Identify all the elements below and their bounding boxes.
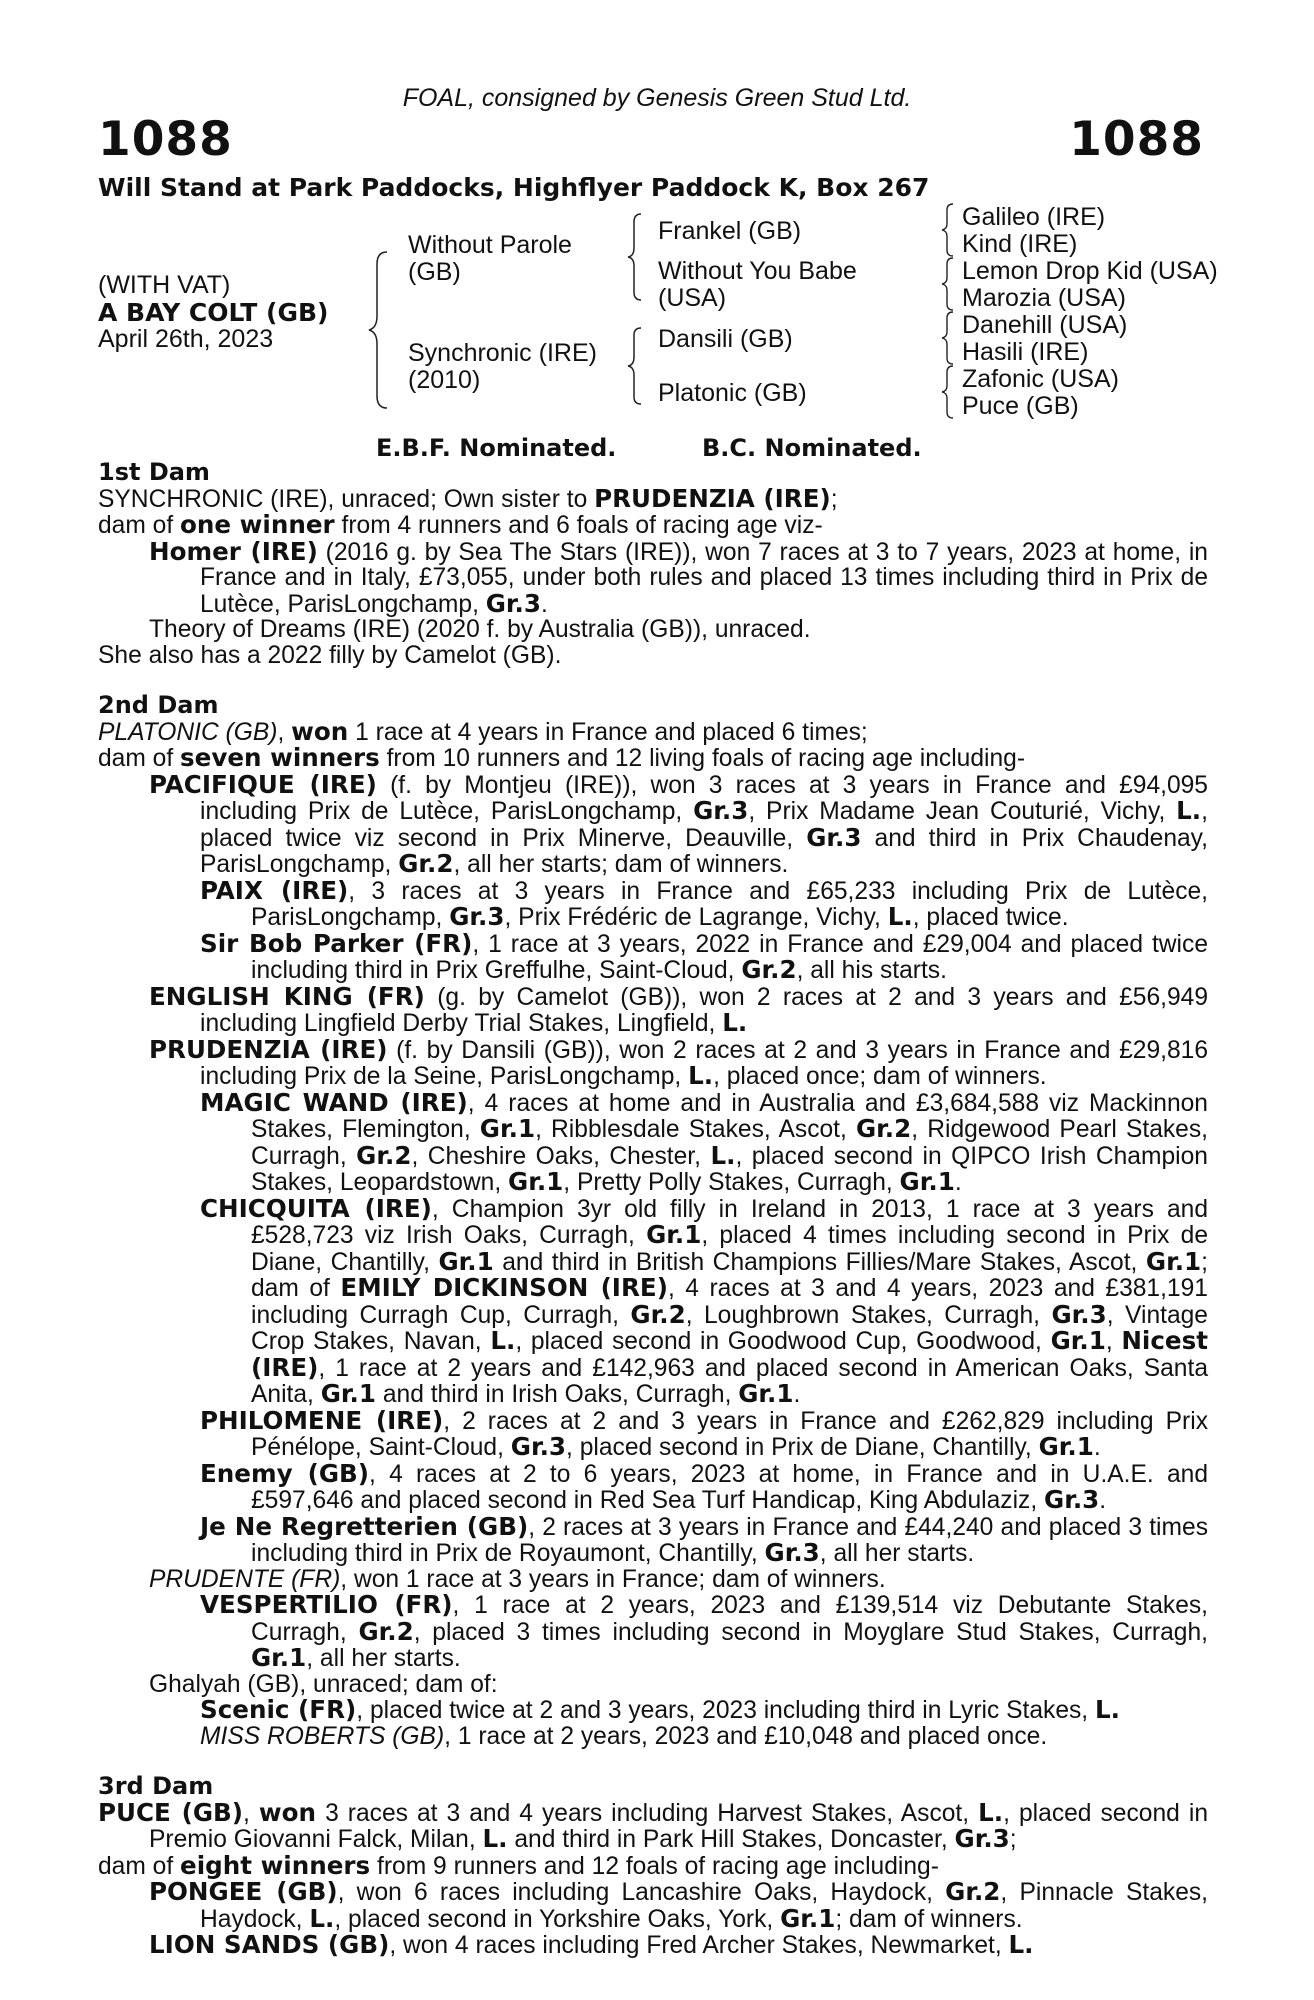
dam1-line: SYNCHRONIC (IRE), unraced; Own sister to PRUDENZIA (IRE);	[98, 483, 838, 513]
dam2-line: PLATONIC (GB), won 1 race at 4 years in France and placed 6 times;	[98, 716, 868, 746]
pedigree-dam-sire: Dansili (GB)	[658, 325, 793, 353]
pedigree-brace-dam	[625, 326, 645, 406]
brace-g3-1	[940, 202, 956, 258]
dam1-note: She also has a 2022 filly by Camelot (GB).	[98, 641, 562, 669]
stand-location: Will Stand at Park Paddocks, Highflyer Paddock K, Box 267	[98, 173, 930, 202]
section-2nd-dam: 2nd Dam	[98, 691, 219, 719]
vat-note: (WITH VAT)	[98, 271, 231, 299]
produce-lion-sands: LION SANDS (GB), won 4 races including Fred Archer Stakes, Newmarket, L.	[149, 1930, 1034, 1959]
dam3-produce-intro: dam of eight winners from 9 runners and 12 foals of racing age including-	[98, 1850, 939, 1880]
pedigree-sire-dam: Without You Babe (USA)	[658, 257, 857, 312]
produce-prudente: PRUDENTE (FR), won 1 race at 3 years in France; dam of winners.	[149, 1565, 886, 1593]
pedigree-dam-dam: Platonic (GB)	[658, 379, 807, 407]
produce-philomene: PHILOMENE (IRE), 2 races at 2 and 3 years in France and £262,829 including Prix Pénélope, Saint-Cloud, Gr.3, placed second in Prix de Diane, Chantilly, Gr.1.	[200, 1405, 1208, 1461]
catalogue-body	[98, 460, 1208, 1959]
section-3rd-dam: 3rd Dam	[98, 1772, 214, 1800]
foal-consignor-line: FOAL, consigned by Genesis Green Stud Ltd.	[402, 84, 912, 112]
pedigree-sire: Without Parole (GB)	[408, 231, 572, 286]
produce-magic-wand: MAGIC WAND (IRE), 4 races at home and in Australia and £3,684,588 viz Mackinnon Stakes, Flemington, Gr.1, Ribblesdale Stakes, Ascot, Gr.2, Ridgewood Pearl Stakes, Curragh, Gr.2, Cheshire Oaks, Chester, L., placed second in QIPCO Irish Champion Stakes, Leopardstown, Gr.1, Pretty Polly Stakes, Curragh, Gr.1.	[200, 1087, 1208, 1196]
brace-g3-3	[940, 310, 956, 366]
produce-paix: PAIX (IRE), 3 races at 3 years in France and £65,233 including Prix de Lutèce, ParisLongchamp, Gr.3, Prix Frédéric de Lagrange, Vichy, L., placed twice.	[200, 875, 1209, 931]
dam1-produce-intro: dam of one winner from 4 runners and 6 foals of racing age viz-	[98, 510, 823, 539]
pedigree-dam: Synchronic (IRE) (2010)	[408, 339, 597, 394]
produce-prudenzia: PRUDENZIA (IRE) (f. by Dansili (GB)), won 2 races at 2 and 3 years in France and £29,816 including Prix de la Seine, ParisLongchamp, L., placed once; dam of winners.	[149, 1034, 1208, 1090]
produce-je-ne-regretterien: Je Ne Regretterien (GB), 2 races at 3 years in France and £44,240 and placed 3 times including third in Prix de Royaumont, Chantilly, Gr.3, all her starts.	[200, 1511, 1208, 1567]
produce-sir-bob-parker: Sir Bob Parker (FR), 1 race at 3 years, 2022 in France and £29,004 and placed twice including third in Prix Greffulhe, Saint-Cloud, Gr.2, all his starts.	[200, 928, 1208, 984]
subject-block	[98, 272, 328, 353]
lot-number-left: 1088	[98, 112, 233, 167]
brace-g3-2	[940, 256, 956, 312]
brace-g3-4	[940, 364, 956, 420]
pedigree-third-generation: Galileo (IRE) Kind (IRE) Lemon Drop Kid (USA) Marozia (USA) Danehill (USA) Hasili (IRE) Zafonic (USA) Puce (GB)	[962, 203, 1218, 420]
produce-ghalyah: Ghalyah (GB), unraced; dam of:	[149, 1670, 498, 1698]
lot-number-right: 1088	[1069, 112, 1204, 167]
foaling-date: April 26th, 2023	[98, 325, 274, 353]
ebf-nomination: E.B.F. Nominated.	[376, 434, 617, 462]
produce-english-king: ENGLISH KING (FR) (g. by Camelot (GB)), won 2 races at 2 and 3 years and £56,949 including Lingfield Derby Trial Stakes, Lingfield, L.	[149, 981, 1208, 1037]
produce-theory: Theory of Dreams (IRE) (2020 f. by Australia (GB)), unraced.	[149, 616, 811, 643]
produce-chicquita: CHICQUITA (IRE), Champion 3yr old filly in Ireland in 2013, 1 race at 3 years and £528,723 viz Irish Oaks, Curragh, Gr.1, placed 4 times including second in Prix de Diane, Chantilly, Gr.1 and third in British Champions Fillies/Mare Stakes, Ascot, Gr.1; dam of EMILY DICKINSON (IRE), 4 races at 3 and 4 years, 2023 and £381,191 including Curragh Cup, Curragh, Gr.2, Loughbrown Stakes, Curragh, Gr.3, Vintage Crop Stakes, Navan, L., placed second in Goodwood Cup, Goodwood, Gr.1, Nicest (IRE), 1 race at 2 years and £142,963 and placed second in American Oaks, Santa Anita, Gr.1 and third in Irish Oaks, Curragh, Gr.1.	[200, 1193, 1209, 1408]
produce-enemy: Enemy (GB), 4 races at 2 to 6 years, 2023 at home, in France and in U.A.E. and £597,646 and placed second in Red Sea Turf Handicap, King Abdulaziz, Gr.3.	[200, 1458, 1208, 1514]
produce-pongee: PONGEE (GB), won 6 races including Lancashire Oaks, Haydock, Gr.2, Pinnacle Stakes, Haydock, L., placed second in Yorkshire Oaks, York, Gr.1; dam of winners.	[149, 1877, 1209, 1933]
produce-pacifique: PACIFIQUE (IRE) (f. by Montjeu (IRE)), won 3 races at 3 years in France and £94,095 including Prix de Lutèce, ParisLongchamp, Gr.3, Prix Madame Jean Couturié, Vichy, L., placed twice viz second in Prix Minerve, Deauville, Gr.3 and third in Prix Chaudenay, ParisLongchamp, Gr.2, all her starts; dam of winners.	[149, 769, 1208, 878]
bc-nomination: B.C. Nominated.	[702, 434, 922, 462]
produce-vespertilio: VESPERTILIO (FR), 1 race at 2 years, 2023 and £139,514 viz Debutante Stakes, Curragh, Gr.2, placed 3 times including second in Moyglare Stud Stakes, Curragh, Gr.1, all her starts.	[200, 1590, 1209, 1672]
horse-name: A BAY COLT (GB)	[98, 298, 329, 327]
produce-scenic: Scenic (FR), placed twice at 2 and 3 years, 2023 including third in Lyric Stakes, L.	[200, 1695, 1120, 1724]
section-1st-dam: 1st Dam	[98, 458, 210, 486]
pedigree-sire-sire: Frankel (GB)	[658, 217, 802, 245]
dam3-line: PUCE (GB), won 3 races at 3 and 4 years including Harvest Stakes, Ascot, L., placed second in Premio Giovanni Falck, Milan, L. and third in Park Hill Stakes, Doncaster, Gr.3;	[98, 1797, 1208, 1853]
produce-homer: Homer (IRE) (2016 g. by Sea The Stars (IRE)), won 7 races at 3 to 7 years, 2023 at home, in France and in Italy, £73,055, under both rules and placed 13 times including third in Prix de Lutèce, ParisLongchamp, Gr.3.	[149, 536, 1208, 618]
pedigree-brace-sire	[625, 212, 645, 302]
pedigree-brace-main	[365, 250, 395, 410]
produce-miss-roberts: MISS ROBERTS (GB), 1 race at 2 years, 2023 and £10,048 and placed once.	[200, 1722, 1048, 1750]
dam2-produce-intro: dam of seven winners from 10 runners and 12 living foals of racing age including-	[98, 743, 1026, 772]
